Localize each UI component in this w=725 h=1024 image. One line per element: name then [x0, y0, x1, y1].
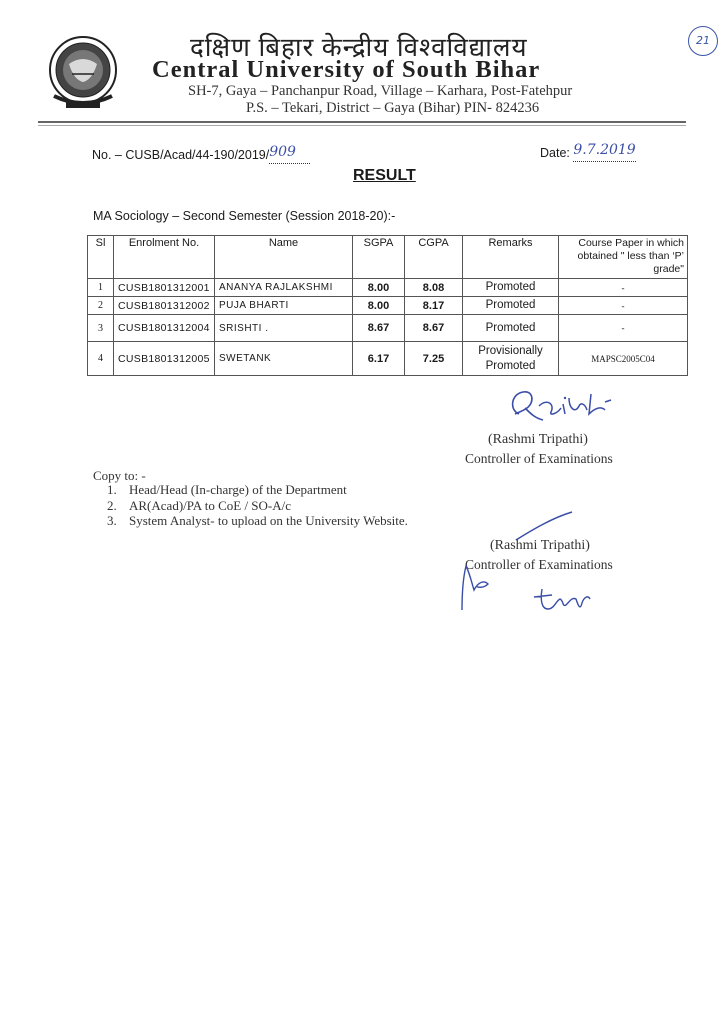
- copy-to-label: Copy to: -: [93, 468, 146, 483]
- cell-enrolment: CUSB1801312005: [114, 342, 215, 376]
- cell-cgpa: 8.67: [405, 315, 463, 342]
- table-row: [88, 297, 688, 315]
- cell-cgpa: 8.08: [405, 279, 463, 297]
- cell-name: SWETANK: [215, 342, 353, 376]
- cell-name: SRISHTI .: [215, 315, 353, 342]
- course-line: MA Sociology – Second Semester (Session 2018-20):-: [93, 209, 396, 223]
- cell-sl: 4: [88, 342, 114, 376]
- handwritten-signature: [505, 384, 625, 430]
- cell-sgpa: 8.67: [353, 315, 405, 342]
- header-divider-thin: [38, 125, 686, 126]
- signatory-name-2: (Rashmi Tripathi): [490, 538, 590, 553]
- header-sl: Sl: [88, 236, 114, 279]
- cell-sl: 3: [88, 315, 114, 342]
- date-handwritten: 9.7.2019: [573, 142, 636, 158]
- cell-sgpa: 6.17: [353, 342, 405, 376]
- cell-enrolment: CUSB1801312002: [114, 297, 215, 315]
- cell-remarks: Provisionally Promoted: [463, 342, 559, 376]
- signatory-title: Controller of Examinations: [465, 451, 613, 466]
- list-item: 2. AR(Acad)/PA to CoE / SO-A/c: [107, 497, 292, 513]
- cell-cgpa: 7.25: [405, 342, 463, 376]
- university-logo: [44, 34, 122, 112]
- reference-handwritten-number: 909: [269, 144, 296, 160]
- handwritten-initial: [456, 560, 496, 616]
- table-row: [88, 315, 688, 342]
- cell-name: ANANYA RAJLAKSHMI: [215, 279, 353, 297]
- header-enrolment: Enrolment No.: [114, 236, 215, 279]
- cell-sl: 2: [88, 297, 114, 315]
- header-remarks: Remarks: [463, 236, 559, 279]
- reference-label: No. – CUSB/Acad/44-190/2019/: [92, 148, 270, 162]
- cell-remarks: Promoted: [463, 315, 559, 342]
- cell-course-paper: -: [559, 315, 688, 342]
- document-title: RESULT: [353, 167, 416, 184]
- table-row: [88, 279, 688, 297]
- university-name-hindi: दक्षिण बिहार केन्द्रीय विश्वविद्यालय: [190, 33, 528, 62]
- cell-course-paper: -: [559, 297, 688, 315]
- list-item: 3. System Analyst- to upload on the University Website.: [107, 513, 408, 528]
- cell-enrolment: CUSB1801312004: [114, 315, 215, 342]
- copy-to-list: [107, 482, 408, 529]
- date-label: Date:: [540, 146, 570, 160]
- cell-course-paper: -: [559, 279, 688, 297]
- header-course-paper: Course Paper in which obtained " less than ‘P’ grade": [559, 236, 688, 279]
- header-divider: [38, 121, 686, 123]
- cell-sgpa: 8.00: [353, 297, 405, 315]
- table-header-row: [88, 236, 688, 279]
- address-line-2: P.S. – Tekari, District – Gaya (Bihar) PIN- 824236: [246, 100, 540, 116]
- cell-cgpa: 8.17: [405, 297, 463, 315]
- cell-course-paper: MAPSC2005C04: [559, 342, 688, 376]
- cell-name: PUJA BHARTI: [215, 297, 353, 315]
- cell-sl: 1: [88, 279, 114, 297]
- list-item: 1. Head/Head (In-charge) of the Department: [107, 482, 347, 497]
- reference-number: [92, 144, 310, 164]
- handwritten-initial: [530, 583, 594, 617]
- signatory-name: (Rashmi Tripathi): [488, 432, 588, 447]
- address-line-1: SH-7, Gaya – Panchanpur Road, Village – Karhara, Post-Fatehpur: [188, 83, 573, 99]
- signatory-title-2: Controller of Examinations: [465, 557, 613, 572]
- cell-enrolment: CUSB1801312001: [114, 279, 215, 297]
- header-sgpa: SGPA: [353, 236, 405, 279]
- results-table: [87, 235, 688, 376]
- table-row: [88, 342, 688, 376]
- header-cgpa: CGPA: [405, 236, 463, 279]
- page-number-mark: 21: [688, 26, 718, 56]
- header-name: Name: [215, 236, 353, 279]
- university-name-english: Central University of South Bihar: [152, 56, 541, 83]
- cell-remarks: Promoted: [463, 297, 559, 315]
- cell-remarks: Promoted: [463, 279, 559, 297]
- document-date: [540, 142, 636, 162]
- cell-sgpa: 8.00: [353, 279, 405, 297]
